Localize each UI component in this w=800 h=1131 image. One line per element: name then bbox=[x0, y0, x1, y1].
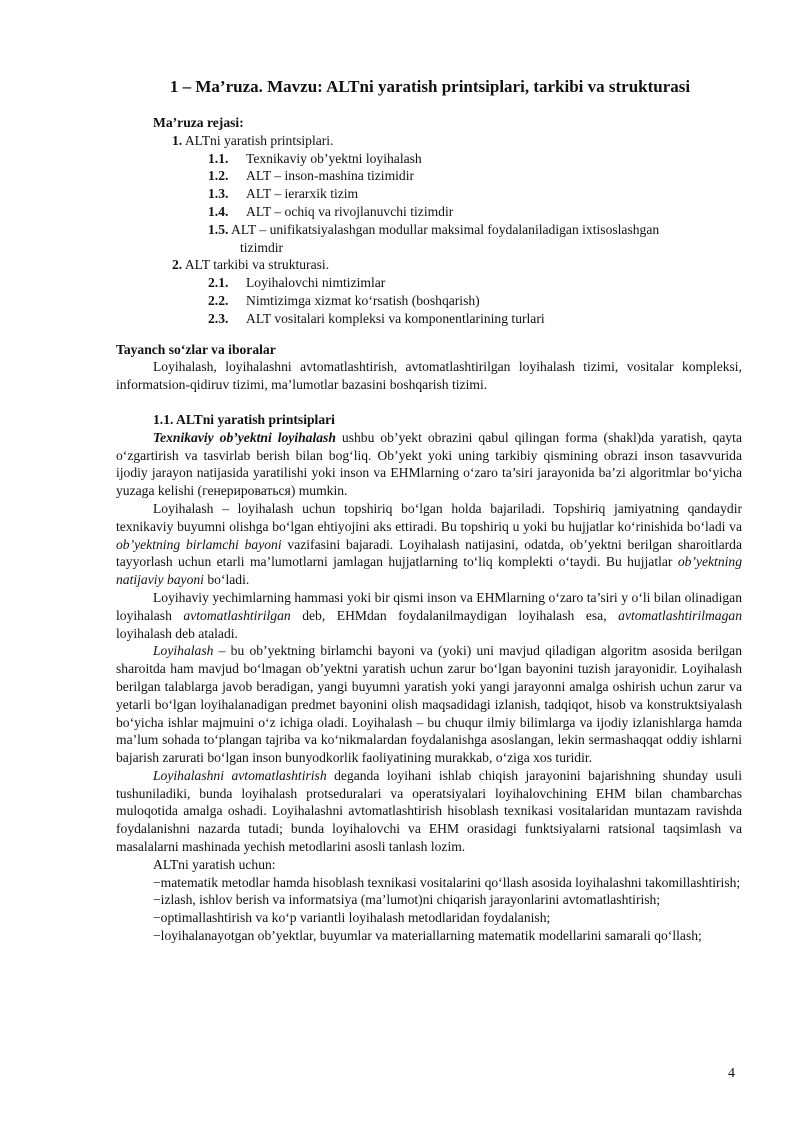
italic-term: avtomatlashtirilmagan bbox=[618, 607, 742, 623]
plan-item-text: Texnikaviy ob’yektni loyihalash bbox=[246, 150, 422, 166]
plan-item-num: 2.3. bbox=[208, 310, 229, 326]
plan-item bbox=[116, 150, 742, 168]
paragraph bbox=[116, 642, 742, 767]
page-title: 1 – Ma’ruza. Mavzu: ALTni yaratish printsiplari, tarkibi va strukturasi bbox=[169, 77, 691, 96]
italic-term: ob’yektning natijaviy bayoni bbox=[116, 554, 742, 588]
list-item: −loyihalanayotgan ob’yektlar, buyumlar va materiallarning matematik modellarini samarali qo‘llash; bbox=[153, 928, 702, 944]
plan-item-num: 1.4. bbox=[208, 203, 229, 219]
paragraph-text: deganda loyihani ishlab chiqish jarayonini bajarishning shunday usuli tushuniladiki, bunda loyihalash protseduralari va operatsiyalari loyihalovchining EHM bilan chambarchas muloqotida amalga oshadi. Loyihalashni avtomatlashtirish hisoblash texnikasi vositalaridan muntazam ravishda foydalanishni nazarda tutadi; bunda loyihalovchi va EHM orasidagi funktsiyalarni ratsional taqsimlash va masalalarni mashinada yechish metodlarini asosli tanlash lozim. bbox=[116, 767, 742, 855]
plan-item bbox=[116, 274, 742, 292]
plan-section-num: 2. bbox=[172, 257, 183, 273]
paragraph-text: Loyihaviy yechimlarning hammasi yoki bir qismi inson va EHMlarning o‘zaro ta’siri y o‘li bilan olinadigan loyihalash bbox=[116, 589, 742, 623]
plan-section-text: ALT tarkibi va strukturasi. bbox=[184, 257, 330, 273]
keywords-text: Loyihalash, loyihalashni avtomatlashtirish, avtomatlashtirilgan loyihalash tizimi, vositalar kompleksi, informatsion-qidiruv tizimi, ma’lumotlar bazasini boshqarish tizimi. bbox=[116, 359, 742, 393]
plan-item bbox=[116, 310, 742, 328]
plan-item-text: Loyihalovchi nimtizimlar bbox=[246, 275, 386, 291]
plan-section-1 bbox=[116, 132, 742, 150]
paragraph-text: deb, EHMdan foydalanilmaydigan loyihalash esa, bbox=[290, 607, 619, 623]
list-item: −matematik metodlar hamda hisoblash texnikasi vositalarini qo‘llash asosida loyihalashni takomillashtirish; bbox=[153, 874, 741, 890]
plan-item-num: 1.2. bbox=[208, 168, 229, 184]
paragraph: ALTni yaratish uchun: bbox=[153, 856, 276, 872]
plan-item-num: 1.1. bbox=[208, 150, 229, 166]
paragraph-text: – bu ob’yektning birlamchi bayoni va (yoki) uni mavjud qiladigan algoritm asosida berilgan sharoitda ham mavjud bo‘lmagan ob’yektni yaratish uchun zarur bo‘lgan bayonini tuzish jarayonidir. Loyihalash berilgan talablarga javob beradigan, yangi buyumni yaratish yoki yangi jarayonni amalga oshirish uchun zarur va yetarli bo‘lgan loyihalanadigan predmet bayonini olish maqsadidagi izlanish, tadqiqot, hisob va konstruktsiyalash bo‘yicha ishlar majmuini o‘z ichiga oladi. Loyihalash – bu chuqur ilmiy bilimlarga va ijodiy izlanishlarga hamda ma’lum sohada to‘plangan tajriba va ko‘nikmalardan foydalanishga asoslangan, lekin sermashaqqat oddiy ishlarni bajarish zarurati bo‘lgan inson bunyodkorlik faoliyatining murakkab, o‘ziga xos turidir. bbox=[116, 643, 742, 766]
paragraph-text: bo‘ladi. bbox=[203, 572, 250, 588]
plan-item-num: 2.2. bbox=[208, 292, 229, 308]
plan-item-num: 1.5. bbox=[208, 221, 229, 237]
term-emphasis: Texnikaviy ob’yektni loyihalash bbox=[153, 429, 336, 445]
plan-item-num: 2.1. bbox=[208, 275, 229, 291]
paragraph bbox=[116, 767, 742, 856]
plan-item-text-continued: tizimdir bbox=[240, 239, 284, 255]
paragraph-text: loyihalash deb ataladi. bbox=[116, 625, 238, 641]
plan-item-text: ALT – unifikatsiyalashgan modullar maksimal foydalaniladigan ixtisoslashgan bbox=[231, 221, 660, 237]
plan-section-text: ALTni yaratish printsiplari. bbox=[184, 132, 334, 148]
italic-term: ob’yektning birlamchi bayoni bbox=[116, 536, 282, 552]
italic-term: Loyihalashni avtomatlashtirish bbox=[153, 767, 327, 783]
paragraph-text: Loyihalash – loyihalash uchun topshiriq bo‘lgan holda bajariladi. Topshiriq jamiyatning qandaydir texnikaviy buyumni olishga bo‘lgan ehtiyojini aks ettiradi. Bu topshiriq u yoki bu hujjatlar ko‘rinishida bo‘ladi va bbox=[116, 500, 742, 534]
italic-term: avtomatlashtirilgan bbox=[183, 607, 291, 623]
plan-item bbox=[116, 292, 742, 310]
plan-section-2 bbox=[116, 256, 742, 274]
italic-term: Loyihalash bbox=[153, 643, 214, 659]
plan-item bbox=[116, 221, 742, 257]
plan-item-text: ALT – inson-mashina tizimidir bbox=[246, 168, 415, 184]
list-item: −izlash, ishlov berish va informatsiya (ma’lumot)ni chiqarish jarayonlarini avtomatlashtirish; bbox=[153, 892, 661, 908]
plan-item bbox=[116, 167, 742, 185]
paragraph bbox=[116, 429, 742, 500]
plan-section-num: 1. bbox=[172, 132, 183, 148]
plan-item-text: ALT vositalari kompleksi va komponentlarining turlari bbox=[246, 310, 545, 326]
plan-item-text: ALT – ierarxik tizim bbox=[246, 186, 359, 202]
list-item: −optimallashtirish va ko‘p variantli loyihalash metodlaridan foydalanish; bbox=[153, 910, 551, 926]
paragraph-text: vazifasini bajaradi. Loyihalash natijasini, odatda, ob’yektni berilgan sharoitlarda tayyorlash uchun etarli ma’lumotlarni jamlagan hujjatlarning to‘liq komplekti o‘taydi. Bu hujjatlar bbox=[116, 536, 742, 570]
plan-item-text: ALT – ochiq va rivojlanuvchi tizimdir bbox=[246, 203, 454, 219]
plan-item bbox=[116, 203, 742, 221]
page-number: 4 bbox=[728, 1066, 735, 1081]
plan-item-num: 1.3. bbox=[208, 186, 229, 202]
plan-heading: Ma’ruza rejasi: bbox=[153, 115, 244, 130]
plan-item-text: Nimtizimga xizmat ko‘rsatish (boshqarish) bbox=[246, 292, 480, 308]
section-heading: 1.1. ALTni yaratish printsiplari bbox=[153, 411, 335, 427]
plan-item bbox=[116, 185, 742, 203]
main-content bbox=[116, 114, 742, 945]
paragraph bbox=[116, 500, 742, 589]
paragraph-text: ushbu ob’yekt obrazini qabul qilingan forma (shakl)da yaratish, qayta o‘zgartirish va tasvirlab berish bilan bog‘liq. Ob’yekt yoki uning tarkibiy qismining obrazi inson tasavvurida ijodiy jarayon natijasida yaratilishi yoki inson va EHMlarning o‘zaro ta’siri jarayonida ba’zi algoritmlar bo‘yicha yuzaga kelishi (генерироваться) mumkin. bbox=[116, 429, 742, 499]
paragraph bbox=[116, 589, 742, 642]
keywords-heading: Tayanch so‘zlar va iboralar bbox=[116, 341, 276, 357]
